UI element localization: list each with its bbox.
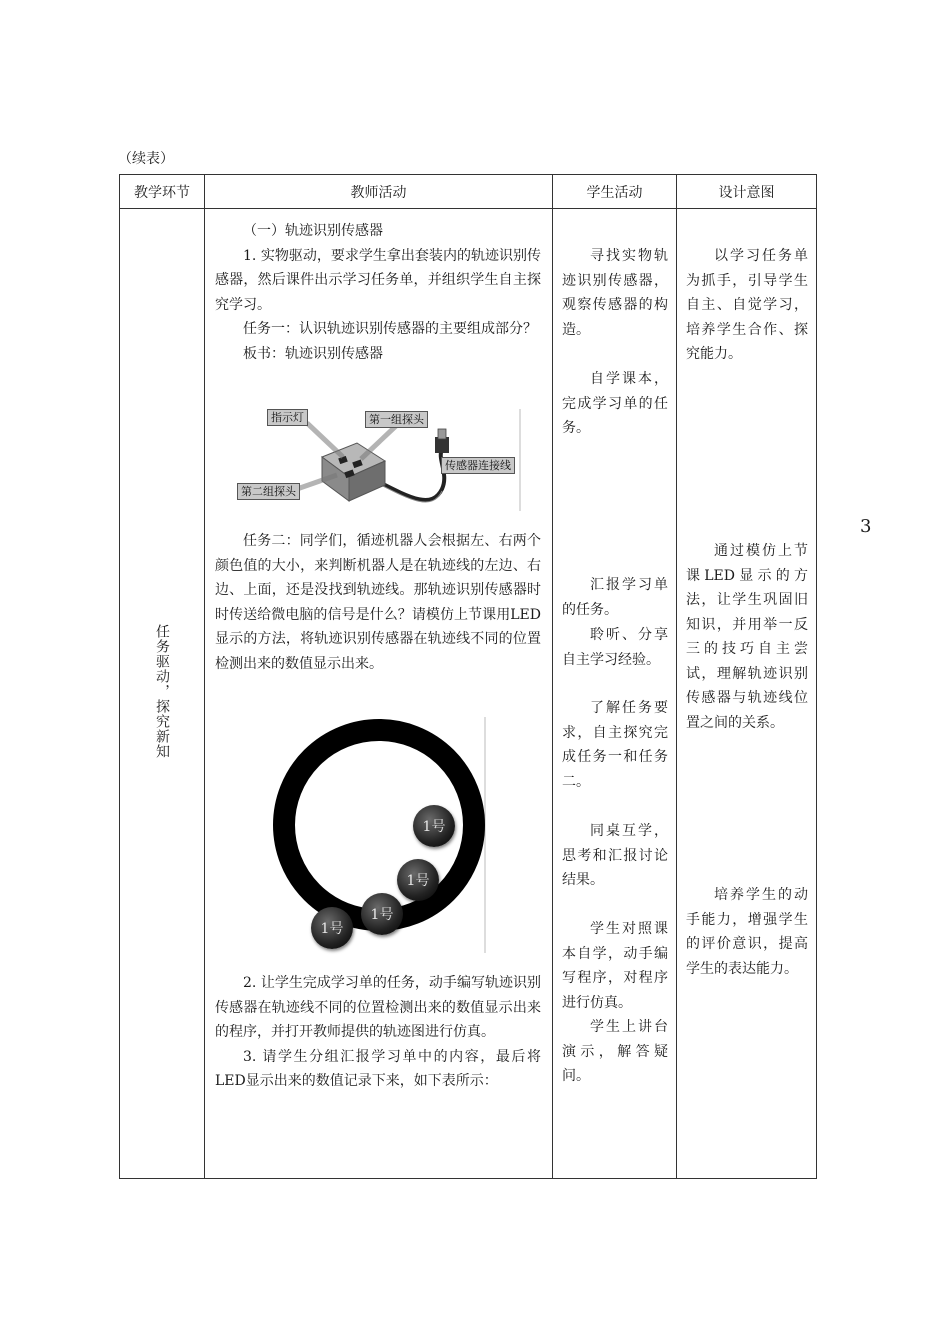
page-number: 3 [860, 516, 872, 537]
table-header-row [120, 175, 817, 209]
teacher-activity-cell [205, 209, 553, 1179]
student-s7-wrap [562, 917, 668, 1015]
header-teacher: 教师活动 [205, 175, 553, 209]
stage-cell [120, 209, 205, 1179]
teacher-p3: 3. 请学生分组汇报学习单中的内容，最后将LED显示出来的数值记录下来，如下表所示： [215, 1048, 541, 1089]
track-ball [397, 859, 439, 901]
student-s6: 同桌互学，思考和汇报讨论结果。 [562, 823, 668, 888]
header-stage: 教学环节 [120, 175, 205, 209]
design-d1: 以学习任务单为抓手，引导学生自主、自觉学习，培养学生合作、探究能力。 [686, 248, 808, 362]
header-design: 设计意图 [677, 175, 817, 209]
student-s4-wrap [562, 623, 668, 672]
track-ball [413, 805, 455, 847]
label-probe2: 第二组探头 [237, 483, 300, 500]
continued-label: （续表） [118, 151, 174, 167]
teacher-block-3 [215, 971, 541, 1094]
ball-label: 1号 [422, 819, 446, 835]
student-s7: 学生对照课本自学，动手编写程序，对程序进行仿真。 [562, 921, 668, 1011]
design-d3: 培养学生的动手能力，增强学生的评价意识，提高学生的表达能力。 [686, 887, 808, 977]
design-intent-cell [677, 209, 817, 1179]
design-d2-wrap [686, 539, 808, 735]
student-s1: 寻找实物轨迹识别传感器，观察传感器的构造。 [562, 248, 668, 338]
student-s3: 汇报学习单的任务。 [562, 577, 668, 618]
header-student: 学生活动 [553, 175, 677, 209]
teacher-block-1 [215, 219, 541, 366]
teacher-board: 板书：轨迹识别传感器 [243, 345, 383, 362]
track-ball [361, 893, 403, 935]
ball-label: 1号 [406, 873, 430, 889]
student-s2-wrap [562, 367, 668, 441]
student-s8: 学生上讲台演示，解答疑问。 [562, 1019, 668, 1084]
student-s8-wrap [562, 1015, 668, 1089]
student-s5: 了解任务要求，自主探究完成任务一和任务二。 [562, 700, 668, 790]
track-ball [311, 907, 353, 949]
sensor-figure [237, 409, 521, 511]
label-indicator: 指示灯 [267, 409, 308, 426]
teacher-p2: 2. 让学生完成学习单的任务，动手编写轨迹识别传感器在轨迹线不同的位置检测出来的数值显示出来的程序，并打开教师提供的轨迹图进行仿真。 [215, 975, 541, 1040]
student-activity-cell [553, 209, 677, 1179]
teacher-task2: 任务二：同学们，循迹机器人会根据左、右两个颜色值的大小，来判断机器人是在轨迹线的左边、右边、上面，还是没找到轨迹线。那轨迹识别传感器时时传送给微电脑的信号是什么？请模仿上节课用LED显示的方法，将轨迹识别传感器在轨迹线不同的位置检测出来的数值显示出来。 [215, 533, 541, 672]
label-cable: 传感器连接线 [441, 457, 515, 474]
teacher-p1: 1. 实物驱动，要求学生拿出套装内的轨迹识别传感器，然后课件出示学习任务单，并组织学生自主探究学习。 [215, 247, 541, 313]
student-s3-wrap [562, 573, 668, 622]
lesson-table [119, 174, 817, 1179]
teacher-heading: （一）轨迹识别传感器 [243, 223, 383, 239]
student-s4: 聆听、分享自主学习经验。 [562, 627, 668, 668]
design-d3-wrap [686, 883, 808, 981]
table-row [120, 209, 817, 1179]
teacher-task1: 任务一：认识轨迹识别传感器的主要组成部分？ [243, 321, 537, 337]
student-s1-wrap [562, 244, 668, 342]
design-d2: 通过模仿上节课LED显示的方法，让学生巩固旧知识，并用举一反三的技巧自主尝试，理解轨迹识别传感器与轨迹线位置之间的关系。 [686, 543, 808, 731]
student-s5-wrap [562, 696, 668, 794]
ball-label: 1号 [320, 921, 344, 937]
label-probe1: 第一组探头 [365, 411, 428, 428]
student-s6-wrap [562, 819, 668, 893]
ball-label: 1号 [370, 907, 394, 923]
design-d1-wrap [686, 244, 808, 367]
stage-text: 任务驱动，探究新知 [154, 624, 170, 759]
teacher-block-2 [215, 529, 541, 676]
track-figure [269, 717, 487, 953]
student-s2: 自学课本，完成学习单的任务。 [562, 371, 668, 436]
